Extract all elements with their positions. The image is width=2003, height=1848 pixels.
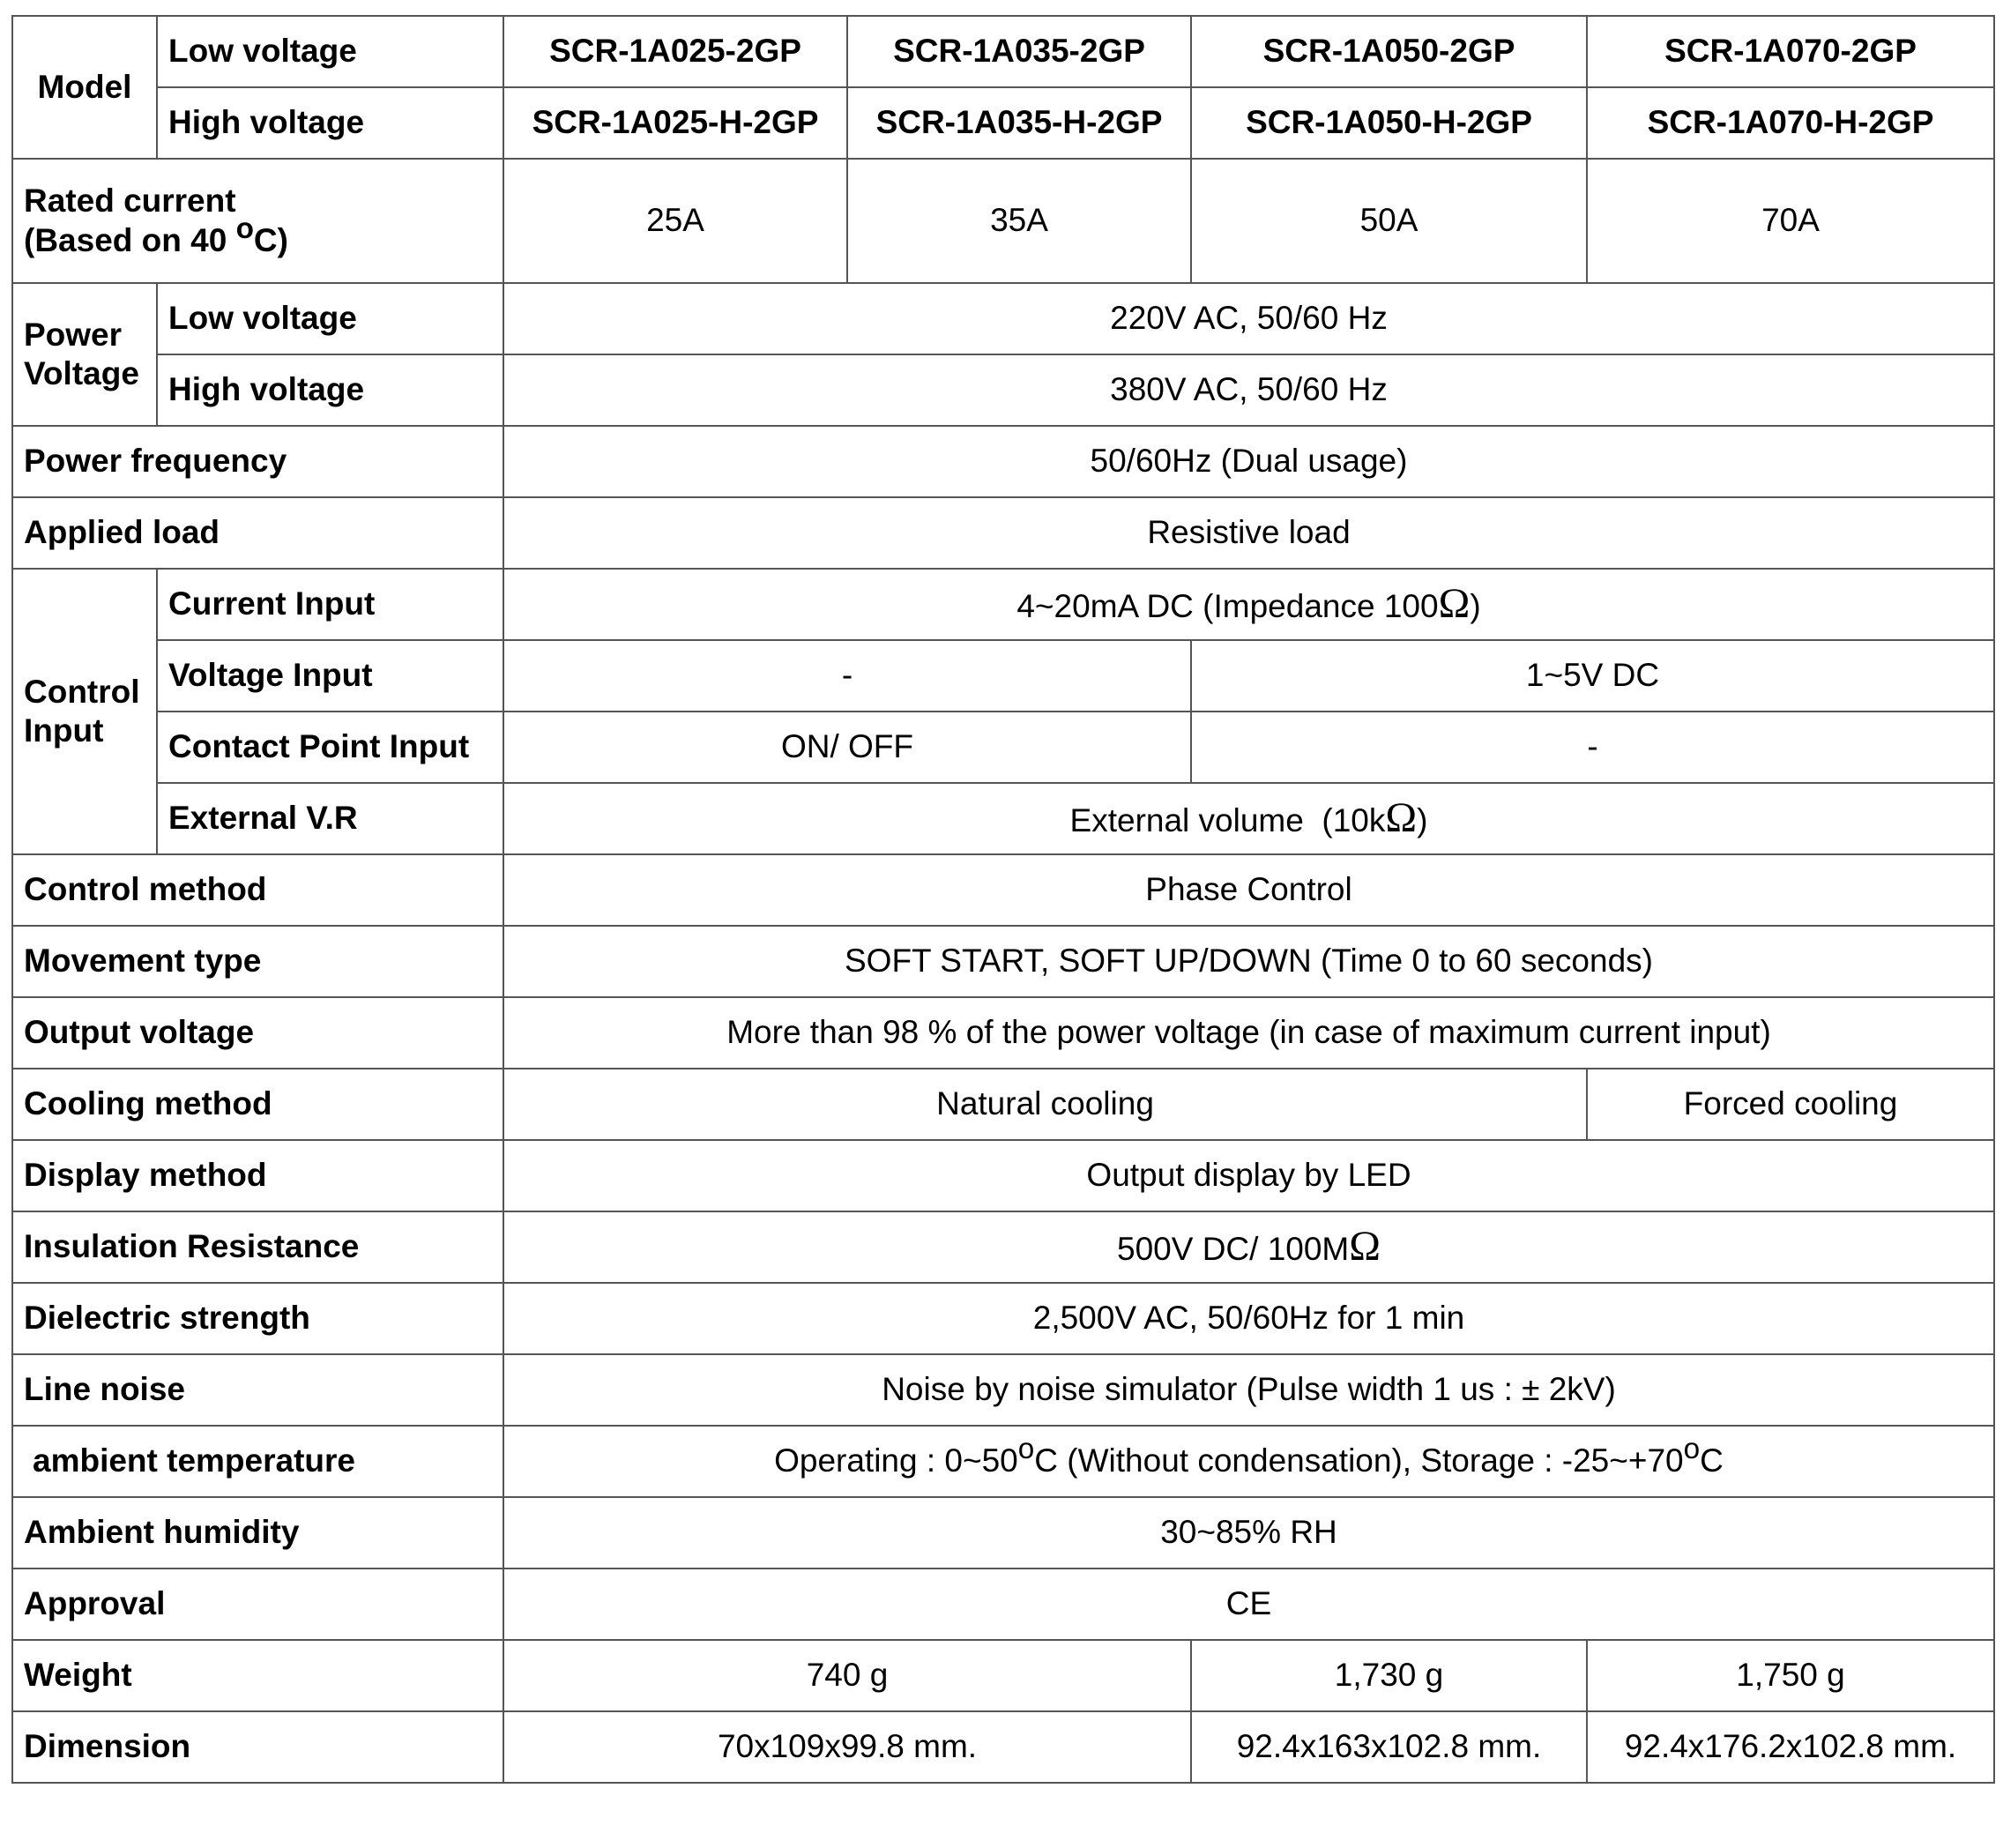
display-method-row	[12, 1140, 1994, 1211]
power-frequency-value: 50/60Hz (Dual usage)	[503, 426, 1994, 497]
ambient-temperature-row	[12, 1426, 1994, 1497]
rated-current-cell: 50A	[1191, 159, 1587, 283]
model-header: Model	[12, 16, 157, 159]
movement-type-label: Movement type	[12, 926, 503, 997]
power-frequency-label: Power frequency	[12, 426, 503, 497]
external-vr-value	[503, 783, 1994, 854]
display-method-value: Output display by LED	[503, 1140, 1994, 1211]
power-voltage-header	[12, 283, 157, 426]
power-voltage-label-line2: Voltage	[24, 355, 139, 391]
dielectric-value: 2,500V AC, 50/60Hz for 1 min	[503, 1283, 1994, 1354]
model-low-cell: SCR-1A050-2GP	[1191, 16, 1587, 87]
rated-current-cell: 25A	[503, 159, 847, 283]
display-method-label: Display method	[12, 1140, 503, 1211]
dimension-cell: 92.4x163x102.8 mm.	[1191, 1711, 1587, 1783]
dimension-label: Dimension	[12, 1711, 503, 1783]
ambient-humidity-value: 30~85% RH	[503, 1497, 1994, 1569]
applied-load-label: Applied load	[12, 497, 503, 569]
power-voltage-high-label: High voltage	[157, 354, 503, 426]
current-input-pre: 4~20mA DC (Impedance 100	[1016, 587, 1439, 624]
rated-current-label-post: C)	[253, 221, 288, 258]
line-noise-value: Noise by noise simulator (Pulse width 1 us : ± 2kV)	[503, 1354, 1994, 1426]
degree-symbol: o	[235, 212, 254, 245]
ambient-temperature-part3: C	[1700, 1442, 1724, 1479]
cooling-method-value-b: Forced cooling	[1587, 1069, 1994, 1140]
weight-label: Weight	[12, 1640, 503, 1711]
model-high-cell: SCR-1A050-H-2GP	[1191, 87, 1587, 159]
approval-row	[12, 1569, 1994, 1640]
power-voltage-low-value: 220V AC, 50/60 Hz	[503, 283, 1994, 354]
output-voltage-value: More than 98 % of the power voltage (in case of maximum current input)	[503, 997, 1994, 1069]
dimension-row	[12, 1711, 1994, 1783]
control-method-value: Phase Control	[503, 854, 1994, 926]
approval-label: Approval	[12, 1569, 503, 1640]
ambient-temperature-part1: Operating : 0~50	[774, 1442, 1018, 1479]
voltage-input-value-a: -	[503, 640, 1191, 712]
voltage-input-row	[12, 640, 1994, 712]
ambient-humidity-row	[12, 1497, 1994, 1569]
control-input-header	[12, 569, 157, 854]
insulation-label: Insulation Resistance	[12, 1211, 503, 1283]
model-low-label: Low voltage	[157, 16, 503, 87]
power-voltage-high-row	[12, 354, 1994, 426]
degree-symbol: o	[1683, 1433, 1701, 1466]
dielectric-label: Dielectric strength	[12, 1283, 503, 1354]
control-input-label-line2: Input	[24, 712, 104, 749]
rated-current-cell: 35A	[847, 159, 1191, 283]
rated-current-label-pre: (Based on 40	[24, 221, 236, 258]
control-input-label-line1: Control	[24, 673, 140, 710]
power-voltage-high-value: 380V AC, 50/60 Hz	[503, 354, 1994, 426]
insulation-row	[12, 1211, 1994, 1283]
contact-point-input-row	[12, 712, 1994, 783]
degree-symbol: o	[1017, 1433, 1035, 1466]
applied-load-value: Resistive load	[503, 497, 1994, 569]
ambient-humidity-label: Ambient humidity	[12, 1497, 503, 1569]
model-low-cell: SCR-1A070-2GP	[1587, 16, 1994, 87]
power-frequency-row	[12, 426, 1994, 497]
model-high-cell: SCR-1A035-H-2GP	[847, 87, 1191, 159]
rated-current-row	[12, 159, 1994, 283]
power-voltage-low-label: Low voltage	[157, 283, 503, 354]
weight-cell: 1,730 g	[1191, 1640, 1587, 1711]
contact-point-input-value-a: ON/ OFF	[503, 712, 1191, 783]
model-high-label: High voltage	[157, 87, 503, 159]
voltage-input-label: Voltage Input	[157, 640, 503, 712]
dielectric-row	[12, 1283, 1994, 1354]
power-voltage-low-row	[12, 283, 1994, 354]
spec-table	[11, 15, 1995, 1784]
rated-current-header	[12, 159, 503, 283]
cooling-method-value-a: Natural cooling	[503, 1069, 1587, 1140]
model-low-cell: SCR-1A025-2GP	[503, 16, 847, 87]
current-input-post: )	[1470, 587, 1481, 624]
external-vr-row	[12, 783, 1994, 854]
external-vr-post: )	[1417, 801, 1428, 838]
weight-cell: 740 g	[503, 1640, 1191, 1711]
ohm-symbol: Ω	[1438, 579, 1471, 627]
insulation-value-pre: 500V DC/ 100M	[1117, 1230, 1350, 1267]
ambient-temperature-label: ambient temperature	[12, 1426, 503, 1497]
applied-load-row	[12, 497, 1994, 569]
control-method-row	[12, 854, 1994, 926]
external-vr-pre: External volume (10k	[1069, 801, 1386, 838]
output-voltage-row	[12, 997, 1994, 1069]
model-high-cell: SCR-1A025-H-2GP	[503, 87, 847, 159]
line-noise-label: Line noise	[12, 1354, 503, 1426]
cooling-method-label: Cooling method	[12, 1069, 503, 1140]
ambient-temperature-value	[503, 1426, 1994, 1497]
model-low-cell: SCR-1A035-2GP	[847, 16, 1191, 87]
ambient-temperature-part2: C (Without condensation), Storage : -25~+70	[1034, 1442, 1684, 1479]
output-voltage-label: Output voltage	[12, 997, 503, 1069]
insulation-value	[503, 1211, 1994, 1283]
weight-row	[12, 1640, 1994, 1711]
contact-point-input-value-b: -	[1191, 712, 1994, 783]
weight-cell: 1,750 g	[1587, 1640, 1994, 1711]
dimension-cell: 70x109x99.8 mm.	[503, 1711, 1191, 1783]
ohm-symbol: Ω	[1349, 1222, 1381, 1270]
approval-value: CE	[503, 1569, 1994, 1640]
line-noise-row	[12, 1354, 1994, 1426]
current-input-row	[12, 569, 1994, 640]
model-low-row	[12, 16, 1994, 87]
control-method-label: Control method	[12, 854, 503, 926]
contact-point-input-label: Contact Point Input	[157, 712, 503, 783]
current-input-value	[503, 569, 1994, 640]
movement-type-value: SOFT START, SOFT UP/DOWN (Time 0 to 60 seconds)	[503, 926, 1994, 997]
rated-current-label-line1: Rated current	[24, 183, 236, 220]
power-voltage-label-line1: Power	[24, 316, 123, 353]
voltage-input-value-b: 1~5V DC	[1191, 640, 1994, 712]
current-input-label: Current Input	[157, 569, 503, 640]
dimension-cell: 92.4x176.2x102.8 mm.	[1587, 1711, 1994, 1783]
cooling-method-row	[12, 1069, 1994, 1140]
external-vr-label: External V.R	[157, 783, 503, 854]
movement-type-row	[12, 926, 1994, 997]
model-high-cell: SCR-1A070-H-2GP	[1587, 87, 1994, 159]
ohm-symbol: Ω	[1385, 794, 1418, 841]
rated-current-cell: 70A	[1587, 159, 1994, 283]
model-high-row	[12, 87, 1994, 159]
